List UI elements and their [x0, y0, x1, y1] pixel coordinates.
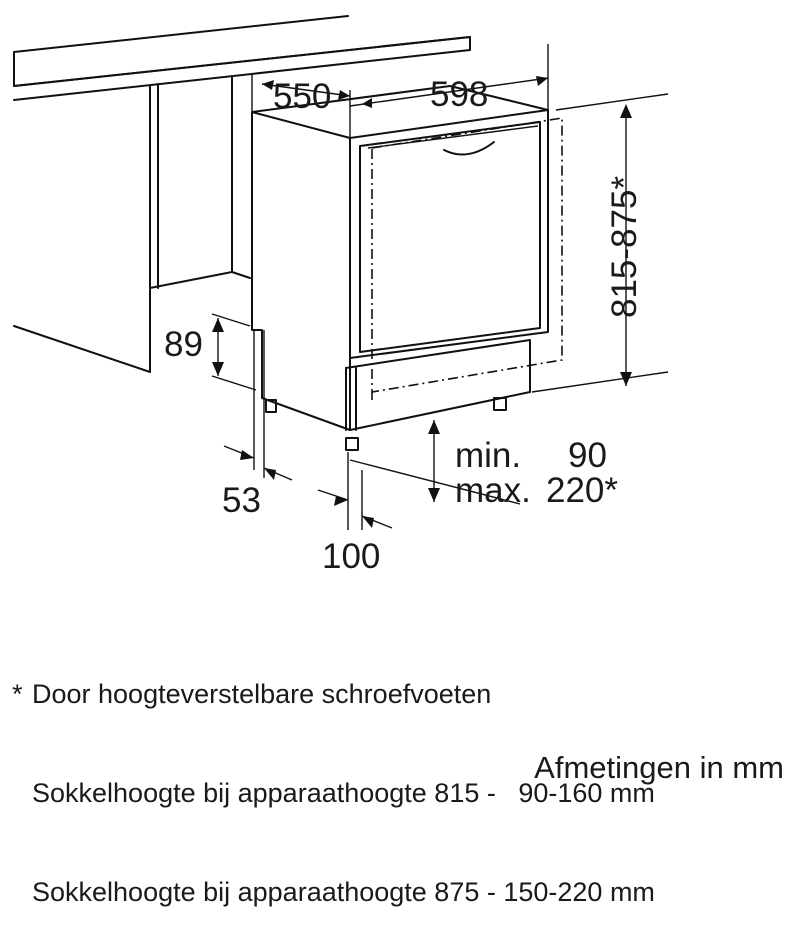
- recess-label: 89: [164, 325, 203, 364]
- depth-label: 550: [273, 77, 332, 116]
- plinth-max-value: 220*: [546, 471, 619, 510]
- plinth-min-value: 90: [568, 436, 607, 475]
- units-caption: Afmetingen in mm: [534, 750, 784, 785]
- plinth-max-label: max.: [455, 471, 531, 510]
- countertop: [14, 16, 470, 100]
- side-gap-label: 53: [222, 481, 261, 520]
- plinth-min-label: min.: [455, 436, 522, 475]
- panel-outline: [372, 118, 562, 400]
- recess-dimension: [212, 314, 256, 390]
- footnote-line-1: [12, 678, 792, 711]
- asterisk: *: [12, 679, 23, 709]
- footnote-text-1: Door hoogteverstelbare schroefvoeten: [32, 679, 492, 709]
- height-label: 815-875*: [605, 175, 644, 318]
- height-dimension: [532, 94, 668, 392]
- footnote-line-3: [12, 876, 792, 909]
- footnote-text-2: Sokkelhoogte bij apparaathoogte 815 - 90-160 mm: [32, 778, 655, 808]
- plinth-depth-dimension: [318, 452, 392, 530]
- dishwasher-body: [252, 86, 548, 450]
- footnote-text-3: Sokkelhoogte bij apparaathoogte 875 - 150-220 mm: [32, 877, 655, 907]
- plinth-depth-label: 100: [322, 537, 381, 576]
- width-label: 598: [430, 75, 489, 114]
